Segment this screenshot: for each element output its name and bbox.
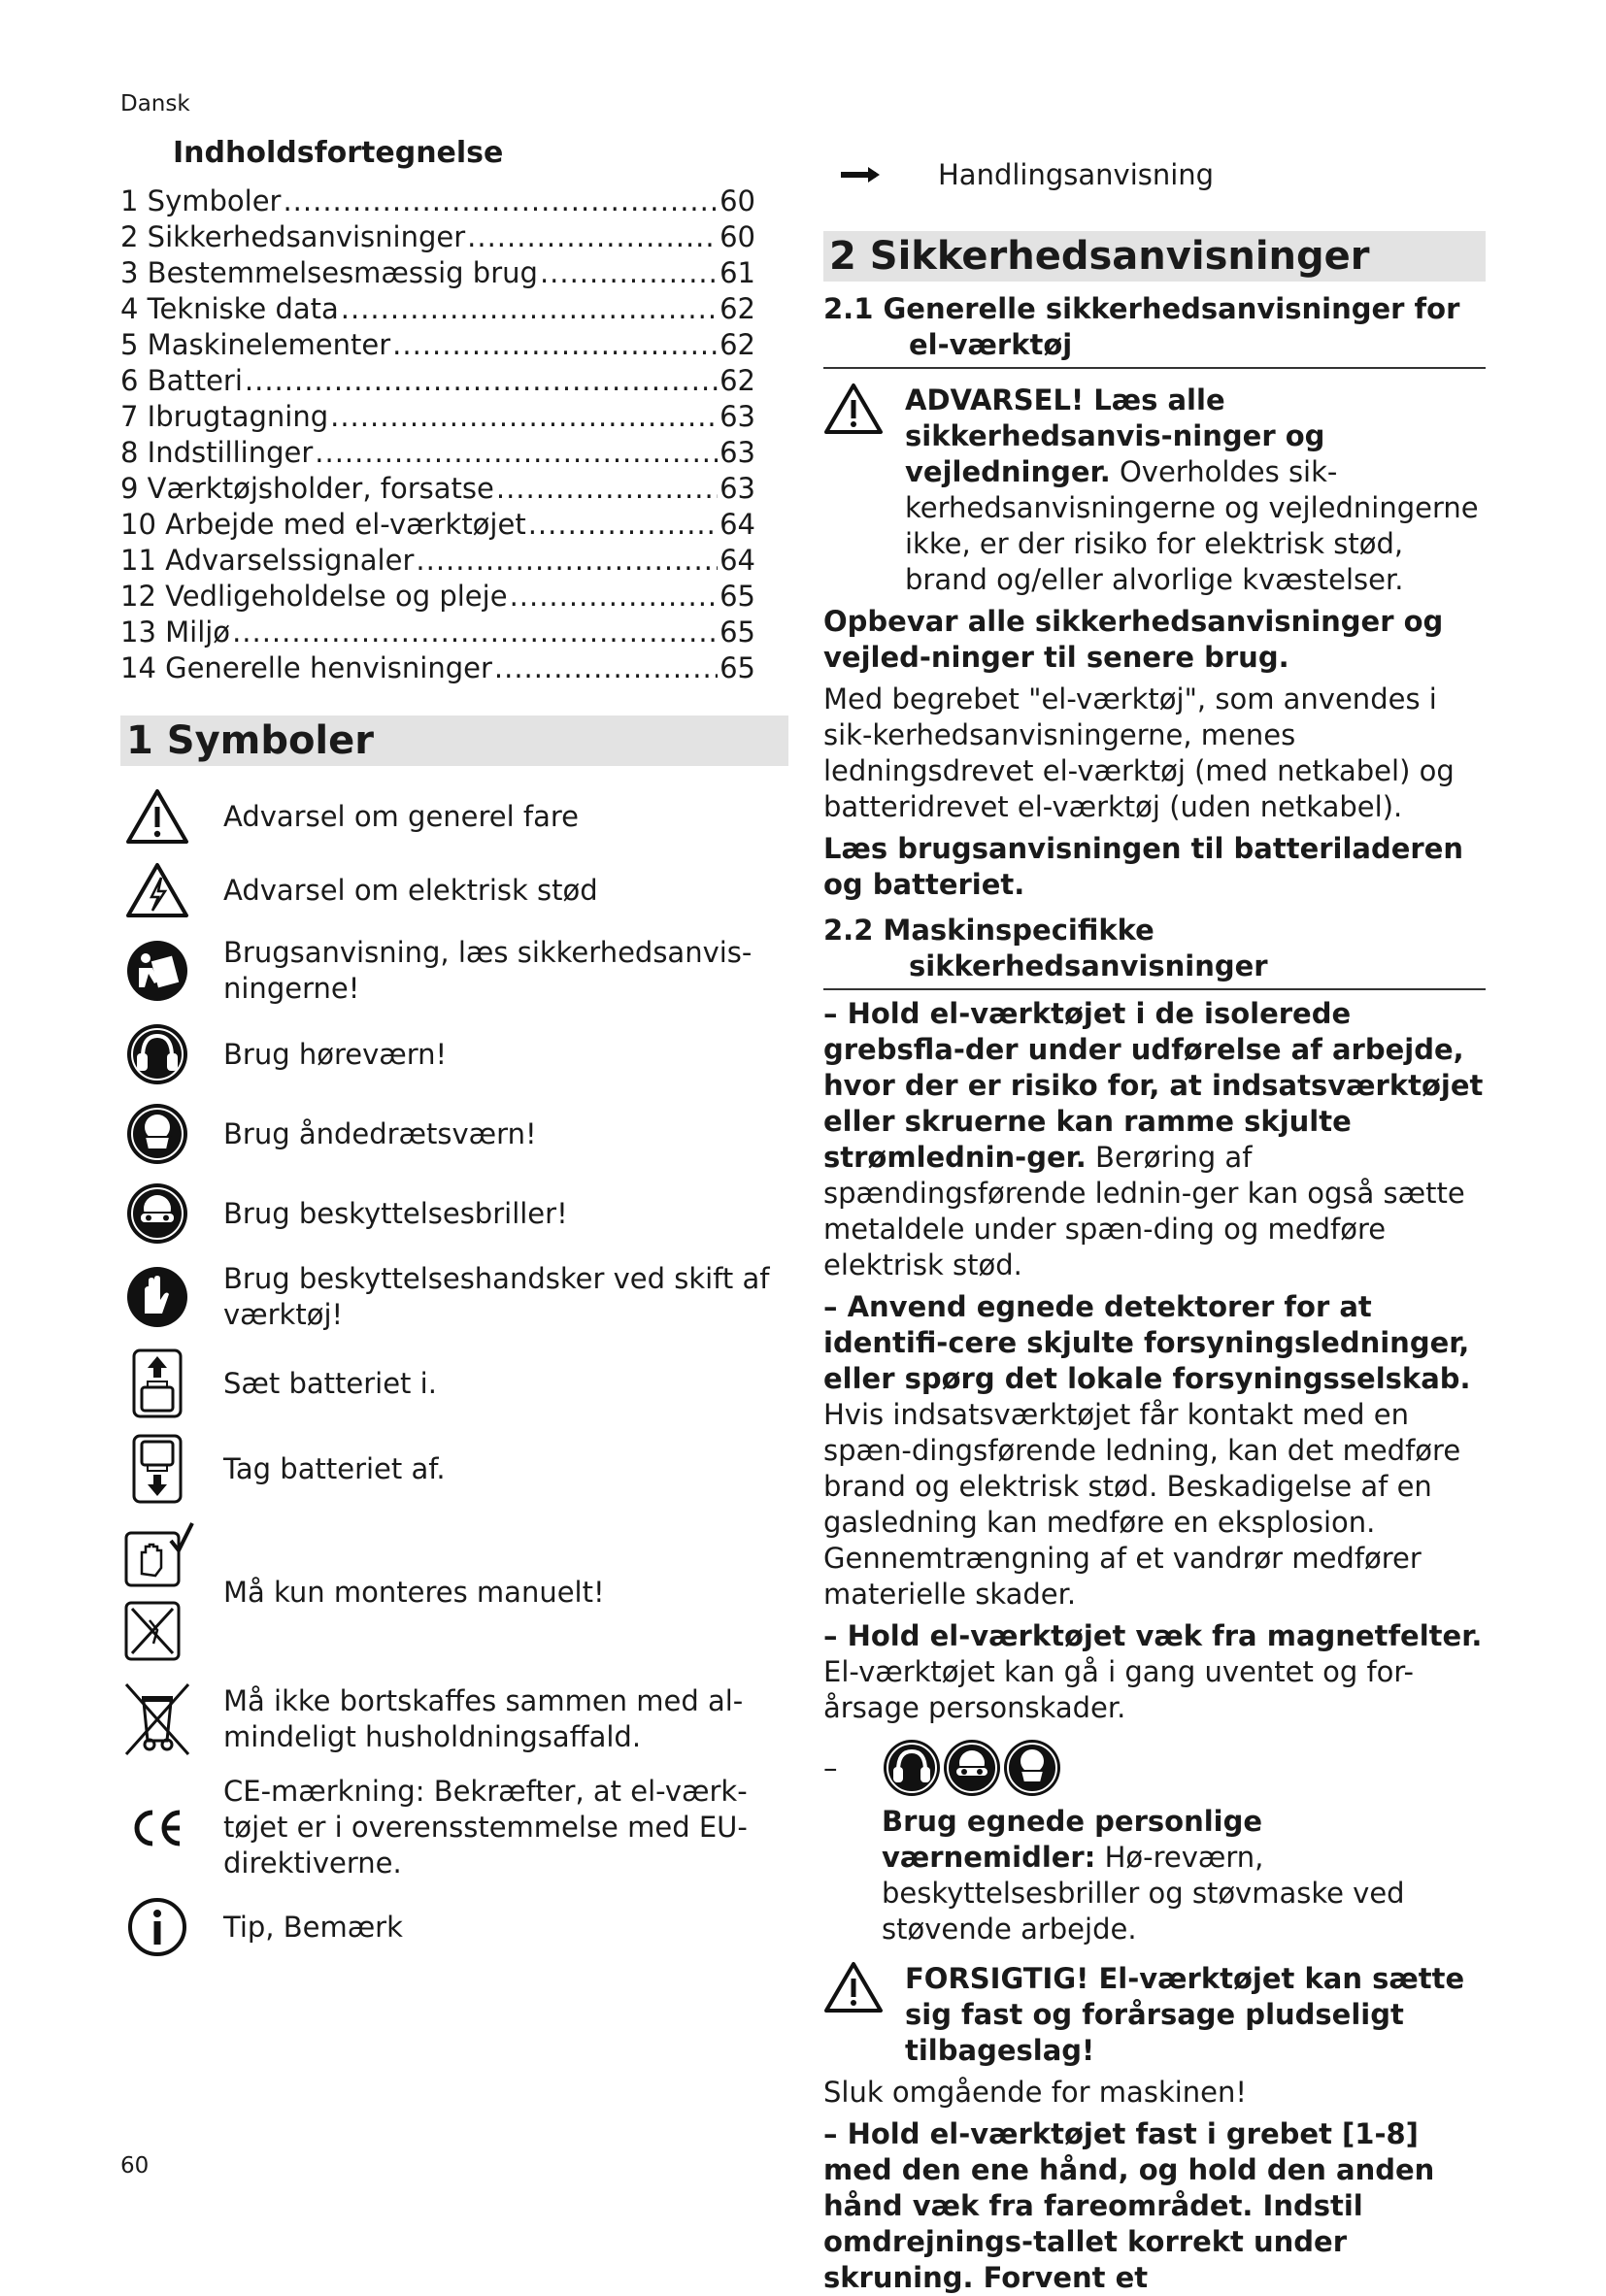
caution-block-kickback xyxy=(823,1961,1486,2069)
toc-entry-page: 65 xyxy=(719,616,755,649)
toc-entry-page: 61 xyxy=(719,256,755,289)
toc-entry xyxy=(120,435,755,471)
symbol-list xyxy=(120,787,777,1957)
right-column xyxy=(823,153,1486,2296)
warning-bold-text: ADVARSEL! Læs alle sikkerhedsanvis-ninger og vejledninger. xyxy=(905,383,1325,488)
respiratory-protection-icon xyxy=(1002,1738,1062,1798)
toc-entry-page: 63 xyxy=(719,400,755,433)
safety-item-magnetic-fields xyxy=(823,1618,1486,1726)
toc-leader-dots xyxy=(392,327,718,363)
symbol-row xyxy=(120,1519,777,1665)
toc-entry xyxy=(120,363,755,399)
toc-list xyxy=(120,183,777,686)
section-title-safety: 2 Sikkerhedsanvisninger xyxy=(823,231,1486,282)
toc-entry-page: 62 xyxy=(719,292,755,325)
section-title-symbols: 1 Symboler xyxy=(120,715,788,766)
subheading-machine-specific xyxy=(823,913,1486,990)
toc-leader-dots xyxy=(467,219,718,255)
toc-entry xyxy=(120,183,755,219)
warning-text: Overholdes sik-kerhedsanvisningerne og vejledningerne ikke, er der risiko for elektrisk stød, brand og/eller alvorlige kvæstelser. xyxy=(905,455,1479,596)
safety-goggles-icon xyxy=(942,1738,1002,1798)
hearing-protection-icon xyxy=(120,1022,194,1086)
toc-entry-label: 3 Bestemmelsesmæssig brug xyxy=(120,256,538,289)
ppe-icon-row xyxy=(823,1738,1486,1798)
toc-entry-label: 14 Generelle henvisninger xyxy=(120,651,492,684)
warning-paragraph xyxy=(905,383,1486,598)
ce-mark-icon xyxy=(120,1807,194,1849)
toc-leader-dots xyxy=(494,650,718,686)
subheading-line: 2.2 Maskinspecifikke xyxy=(823,914,1154,947)
symbol-description: Sæt batteriet i. xyxy=(223,1366,437,1400)
symbol-row xyxy=(120,935,777,1007)
toc-entry-label: 10 Arbejde med el-værktøjet xyxy=(120,508,526,541)
electric-shock-warning-icon xyxy=(120,862,194,918)
toc-entry-label: 13 Miljø xyxy=(120,616,231,649)
manual-mounting-icon xyxy=(120,1519,194,1665)
symbol-row xyxy=(120,1680,777,1758)
handling-label: Handlingsanvisning xyxy=(938,158,1215,191)
toc-entry-label: 11 Advarselssignaler xyxy=(120,544,415,577)
symbol-description: Må kun monteres manuelt! xyxy=(223,1575,605,1609)
symbol-description: Brug høreværn! xyxy=(223,1037,448,1071)
warning-triangle-icon xyxy=(120,788,194,845)
toc-leader-dots xyxy=(232,615,718,650)
ppe-bold: Brug egnede personlige værnemidler: xyxy=(882,1805,1263,1874)
symbol-row xyxy=(120,1774,777,1881)
toc-entry xyxy=(120,543,755,579)
safety-item-insulated-grip xyxy=(823,996,1486,1283)
symbol-row xyxy=(120,1102,777,1166)
ppe-text: Hø-reværn, beskyttelsesbriller og støvmaske ved støvende arbejde. xyxy=(882,1841,1405,1946)
subheading-line: el-værktøj xyxy=(909,328,1073,361)
term-definition-text: Med begrebet "el-værktøj", som anvendes i sik-kerhedsanvisningerne, menes ledningsdrevet el-værktøj (med netkabel) og batteridrevet el-værktøj (uden netkabel). xyxy=(823,682,1455,823)
list-dash: – xyxy=(823,1751,838,1784)
symbol-row xyxy=(120,1348,777,1418)
toc-entry-page: 64 xyxy=(719,544,755,577)
safety-item-text: El-værktøjet kan gå i gang uventet og for-årsage personskader. xyxy=(823,1655,1414,1724)
warning-triangle-icon xyxy=(823,1961,887,2069)
toc-entry-page: 63 xyxy=(719,436,755,469)
caution-bold-text: FORSIGTIG! El-værktøjet kan sætte sig fast og forårsage pludseligt tilbageslag! xyxy=(905,1962,1465,2067)
toc-entry xyxy=(120,471,755,507)
symbol-row xyxy=(120,861,777,919)
weee-bin-icon xyxy=(120,1680,194,1758)
handling-instruction-legend xyxy=(823,153,1486,196)
toc-leader-dots xyxy=(330,399,718,435)
read-manual-icon xyxy=(120,939,194,1003)
warning-block-general xyxy=(823,383,1486,598)
safety-goggles-icon xyxy=(120,1181,194,1246)
symbol-row xyxy=(120,1434,777,1504)
safety-item-bold: – Hold el-værktøjet væk fra magnetfelter. xyxy=(823,1619,1483,1652)
toc-entry xyxy=(120,579,755,615)
toc-leader-dots xyxy=(283,183,718,219)
toc-entry-label: 5 Maskinelementer xyxy=(120,328,391,361)
toc-entry xyxy=(120,650,755,686)
toc-leader-dots xyxy=(528,507,718,543)
toc-leader-dots xyxy=(245,363,718,399)
subheading-general-safety xyxy=(823,291,1486,369)
warning-triangle-icon xyxy=(823,383,887,598)
subheading-line: sikkerhedsanvisninger xyxy=(909,949,1268,982)
toc-entry-page: 60 xyxy=(719,220,755,253)
toc-entry xyxy=(120,507,755,543)
toc-entry-label: 2 Sikkerhedsanvisninger xyxy=(120,220,466,253)
respiratory-protection-icon xyxy=(120,1102,194,1166)
symbol-row xyxy=(120,1897,777,1957)
toc-leader-dots xyxy=(540,255,718,291)
page-number: 60 xyxy=(120,2153,150,2179)
toc-leader-dots xyxy=(341,291,718,327)
subheading-line: 2.1 Generelle sikkerhedsanvisninger for xyxy=(823,292,1460,325)
symbol-description: CE-mærkning: Bekræfter, at el-værk-tøjet er i overensstemmelse med EU-direktiverne. xyxy=(223,1775,748,1880)
toc-entry-label: 12 Vedligeholdelse og pleje xyxy=(120,580,508,613)
symbol-row xyxy=(120,1022,777,1086)
symbol-description: Må ikke bortskaffes sammen med al-mindeligt husholdningsaffald. xyxy=(223,1684,744,1753)
symbol-description: Brug beskyttelsesbriller! xyxy=(223,1196,568,1230)
toc-leader-dots xyxy=(510,579,719,615)
toc-entry-label: 7 Ibrugtagning xyxy=(120,400,329,433)
hearing-protection-icon xyxy=(882,1738,942,1798)
toc-title: Indholdsfortegnelse xyxy=(173,136,504,170)
safety-item-detectors xyxy=(823,1289,1486,1613)
toc-leader-dots xyxy=(496,471,718,507)
toc-leader-dots xyxy=(416,543,718,579)
info-icon xyxy=(120,1897,194,1957)
battery-remove-icon xyxy=(120,1434,194,1504)
safety-item-bold: – Anvend egnede detektorer for at identifi-cere skjulte forsyningsledninger, eller spørg det lokale forsyningsselskab. xyxy=(823,1290,1471,1395)
symbol-description: Brugsanvisning, læs sikkerhedsanvis-ningerne! xyxy=(223,936,753,1005)
toc-entry-label: 9 Værktøjsholder, forsatse xyxy=(120,472,494,505)
symbol-description: Advarsel om elektrisk stød xyxy=(223,873,598,907)
toc-entry-page: 60 xyxy=(719,184,755,217)
toc-entry xyxy=(120,219,755,255)
left-column xyxy=(120,136,777,1973)
symbol-description: Advarsel om generel fare xyxy=(223,799,580,833)
toc-entry-label: 6 Batteri xyxy=(120,364,243,397)
toc-entry-page: 65 xyxy=(719,651,755,684)
toc-entry-page: 62 xyxy=(719,364,755,397)
battery-insert-icon xyxy=(120,1348,194,1418)
toc-entry-label: 8 Indstillinger xyxy=(120,436,314,469)
symbol-description: Brug åndedrætsværn! xyxy=(223,1116,537,1150)
symbol-row xyxy=(120,787,777,846)
toc-entry-page: 64 xyxy=(719,508,755,541)
symbol-row xyxy=(120,1261,777,1333)
keep-instructions-text: Opbevar alle sikkerhedsanvisninger og vejled-ninger til senere brug. xyxy=(823,605,1444,674)
toc-entry xyxy=(120,291,755,327)
symbol-description: Tag batteriet af. xyxy=(223,1451,446,1485)
arrow-right-icon xyxy=(841,172,876,178)
gloves-icon xyxy=(120,1265,194,1329)
toc-entry-label: 1 Symboler xyxy=(120,184,282,217)
safety-item-bold: – Hold el-værktøjet i de isolerede grebsfla-der under udførelse af arbejde, hvor der er risiko for, at indsatsværktøjet eller skruerne kan ramme skjulte strømlednin-ger. xyxy=(823,997,1484,1174)
language-label: Dansk xyxy=(120,91,190,116)
symbol-description: Tip, Bemærk xyxy=(223,1910,403,1944)
toc-entry xyxy=(120,615,755,650)
toc-entry xyxy=(120,327,755,363)
toc-entry xyxy=(120,255,755,291)
toc-leader-dots xyxy=(315,435,718,471)
switch-off-text: Sluk omgående for maskinen! xyxy=(823,2076,1248,2109)
symbol-description: Brug beskyttelseshandsker ved skift af værktøj! xyxy=(223,1262,770,1331)
safety-item-text: Hvis indsatsværktøjet får kontakt med en spæn-dingsførende ledning, kan det medføre brand og elektrisk stød. Beskadigelse af en gasledning kan medføre en eksplosion. Gennemtrængning af et vandrør medfører materielle skader. xyxy=(823,1398,1461,1611)
ppe-instruction xyxy=(823,1804,1486,1947)
read-charger-manual-text: Læs brugsanvisningen til batteriladeren og batteriet. xyxy=(823,832,1464,901)
toc-entry-label: 4 Tekniske data xyxy=(120,292,339,325)
toc-entry-page: 62 xyxy=(719,328,755,361)
symbol-row xyxy=(120,1181,777,1246)
toc-entry-page: 63 xyxy=(719,472,755,505)
toc-entry xyxy=(120,399,755,435)
safety-item-hold-grip: – Hold el-værktøjet fast i grebet [1-8] med den ene hånd, og hold den anden hånd væk fra fareområdet. Indstil omdrejnings-tallet korrekt under skruning. Forvent et xyxy=(823,2117,1435,2294)
toc-entry-page: 65 xyxy=(719,580,755,613)
safety-item-text: Berøring af spændingsførende lednin-ger kan også sætte metaldele under spæn-ding og medføre elektrisk stød. xyxy=(823,1141,1465,1281)
